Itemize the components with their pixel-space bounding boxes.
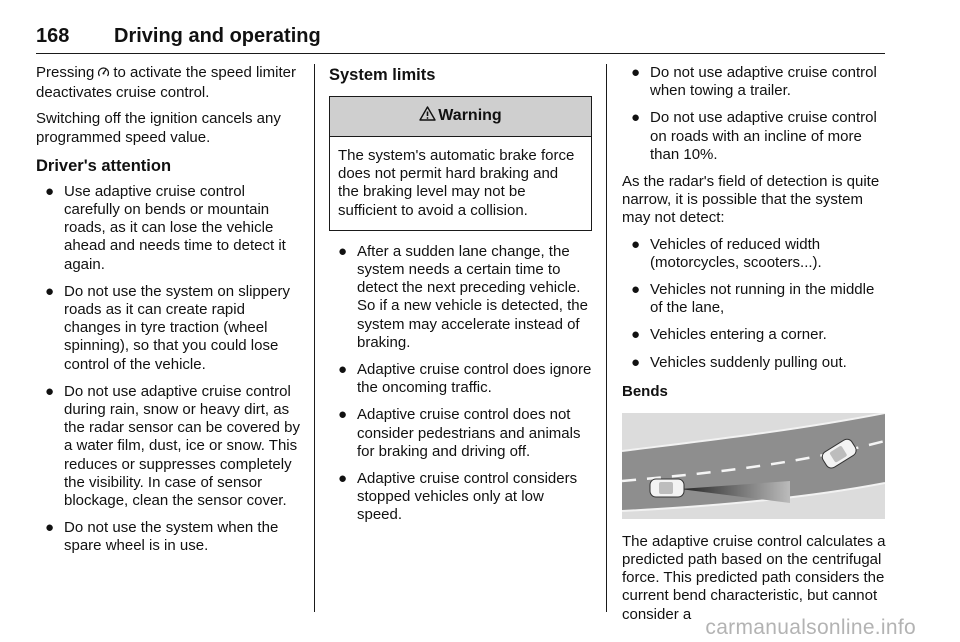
towing-incline-list — [622, 64, 888, 164]
bullet-icon: ● — [631, 109, 641, 127]
column-divider-1 — [314, 64, 315, 612]
warning-title: Warning — [438, 107, 502, 125]
warning-box — [329, 96, 592, 231]
system-limits-list — [329, 243, 592, 525]
bullet-icon: ● — [631, 64, 641, 81]
warning-header — [330, 97, 591, 137]
list-item-text: Vehicles entering a corner. — [650, 326, 827, 344]
list-item — [329, 361, 592, 397]
paragraph-text-before-icon: Pressing — [36, 64, 95, 81]
bullet-icon: ● — [631, 281, 641, 299]
list-item — [36, 183, 300, 274]
section-title: Driving and operating — [114, 25, 321, 47]
bullet-icon: ● — [631, 235, 641, 253]
list-item — [622, 354, 888, 372]
list-item — [36, 519, 300, 555]
bullet-icon: ● — [45, 182, 55, 200]
list-item — [622, 64, 888, 100]
bullet-icon: ● — [338, 242, 348, 260]
list-item — [329, 243, 592, 352]
list-item — [329, 406, 592, 461]
list-item-text: Do not use adaptive cruise control on roads with an incline of more than 10%. — [650, 109, 877, 163]
list-item-text: Do not use adaptive cruise control when towing a trailer. — [650, 64, 877, 100]
bullet-icon: ● — [631, 326, 641, 344]
list-item — [622, 236, 888, 272]
bullet-icon: ● — [338, 470, 348, 488]
list-item-text: After a sudden lane change, the system needs a certain time to detect the next preceding vehicle. So if a new vehicle is detected, the system may accelerate instead of braking. — [357, 242, 588, 351]
ignition-paragraph: Switching off the ignition cancels any programmed speed value. — [36, 110, 281, 146]
not-detected-list — [622, 236, 888, 372]
list-item — [622, 326, 888, 344]
list-item-text: Adaptive cruise control considers stopped vehicles only at low speed. — [357, 470, 578, 524]
page-header — [36, 24, 885, 54]
list-item-text: Vehicles of reduced width (motorcycles, scooters...). — [650, 235, 822, 271]
list-item-text: Vehicles suddenly pulling out. — [650, 353, 847, 371]
drivers-attention-heading: Driver's attention — [36, 156, 172, 175]
list-item-text: Vehicles not running in the middle of the lane, — [650, 281, 875, 317]
bends-paragraph: The adaptive cruise control calculates a predicted path based on the centrifugal force. This predicted path considers the current bend characteristic, but cannot consider a — [622, 532, 886, 623]
list-item-text: Do not use adaptive cruise control during rain, snow or heavy dirt, as the radar sensor can be covered by a water film, dust, ice or snow. This reduces or suppresses completely the visibility. In case of sensor blockage, clean the sensor cover. — [64, 382, 300, 510]
column-2 — [329, 64, 592, 534]
system-limits-heading: System limits — [329, 66, 436, 84]
column-3 — [622, 64, 888, 632]
column-1 — [36, 64, 300, 565]
bullet-icon: ● — [338, 406, 348, 424]
list-item — [329, 470, 592, 525]
bends-heading: Bends — [622, 382, 668, 400]
watermark: carmanualsonline.info — [705, 616, 916, 639]
list-item-text: Adaptive cruise control does not consider pedestrians and animals for braking and driving off. — [357, 406, 581, 460]
bullet-icon: ● — [45, 382, 55, 400]
own-vehicle — [650, 479, 684, 497]
speed-limiter-icon — [97, 65, 110, 84]
radar-detection-paragraph: As the radar's field of detection is quite narrow, it is possible that the system may not detect: — [622, 173, 880, 227]
warning-triangle-icon — [419, 106, 436, 126]
list-item — [36, 383, 300, 510]
warning-text: The system's automatic brake force does not permit hard braking and the braking level may not be sufficient to avoid a collision. — [338, 147, 575, 219]
column-divider-2 — [606, 64, 607, 612]
list-item-text: Use adaptive cruise control carefully on bends or mountain roads, as it can lose the vehicle ahead and needs time to detect it again. — [64, 182, 286, 273]
list-item-text: Adaptive cruise control does ignore the oncoming traffic. — [357, 361, 592, 397]
paragraph-text-after-icon: to activate the speed limiter deactivates cruise control. — [36, 64, 296, 102]
bullet-icon: ● — [45, 282, 55, 300]
bullet-icon: ● — [338, 361, 348, 379]
drivers-attention-list — [36, 183, 300, 556]
list-item-text: Do not use the system when the spare wheel is in use. — [64, 519, 279, 555]
page-number: 168 — [36, 25, 70, 47]
bullet-icon: ● — [45, 519, 55, 537]
bullet-icon: ● — [631, 353, 641, 371]
list-item — [622, 281, 888, 317]
bend-illustration — [622, 413, 885, 519]
list-item — [36, 283, 300, 374]
list-item-text: Do not use the system on slippery roads as it can create rapid changes in tyre traction (wheel spinning), so that you could lose control of the vehicle. — [64, 282, 290, 373]
speed-limiter-paragraph — [36, 64, 300, 102]
list-item — [622, 109, 888, 164]
